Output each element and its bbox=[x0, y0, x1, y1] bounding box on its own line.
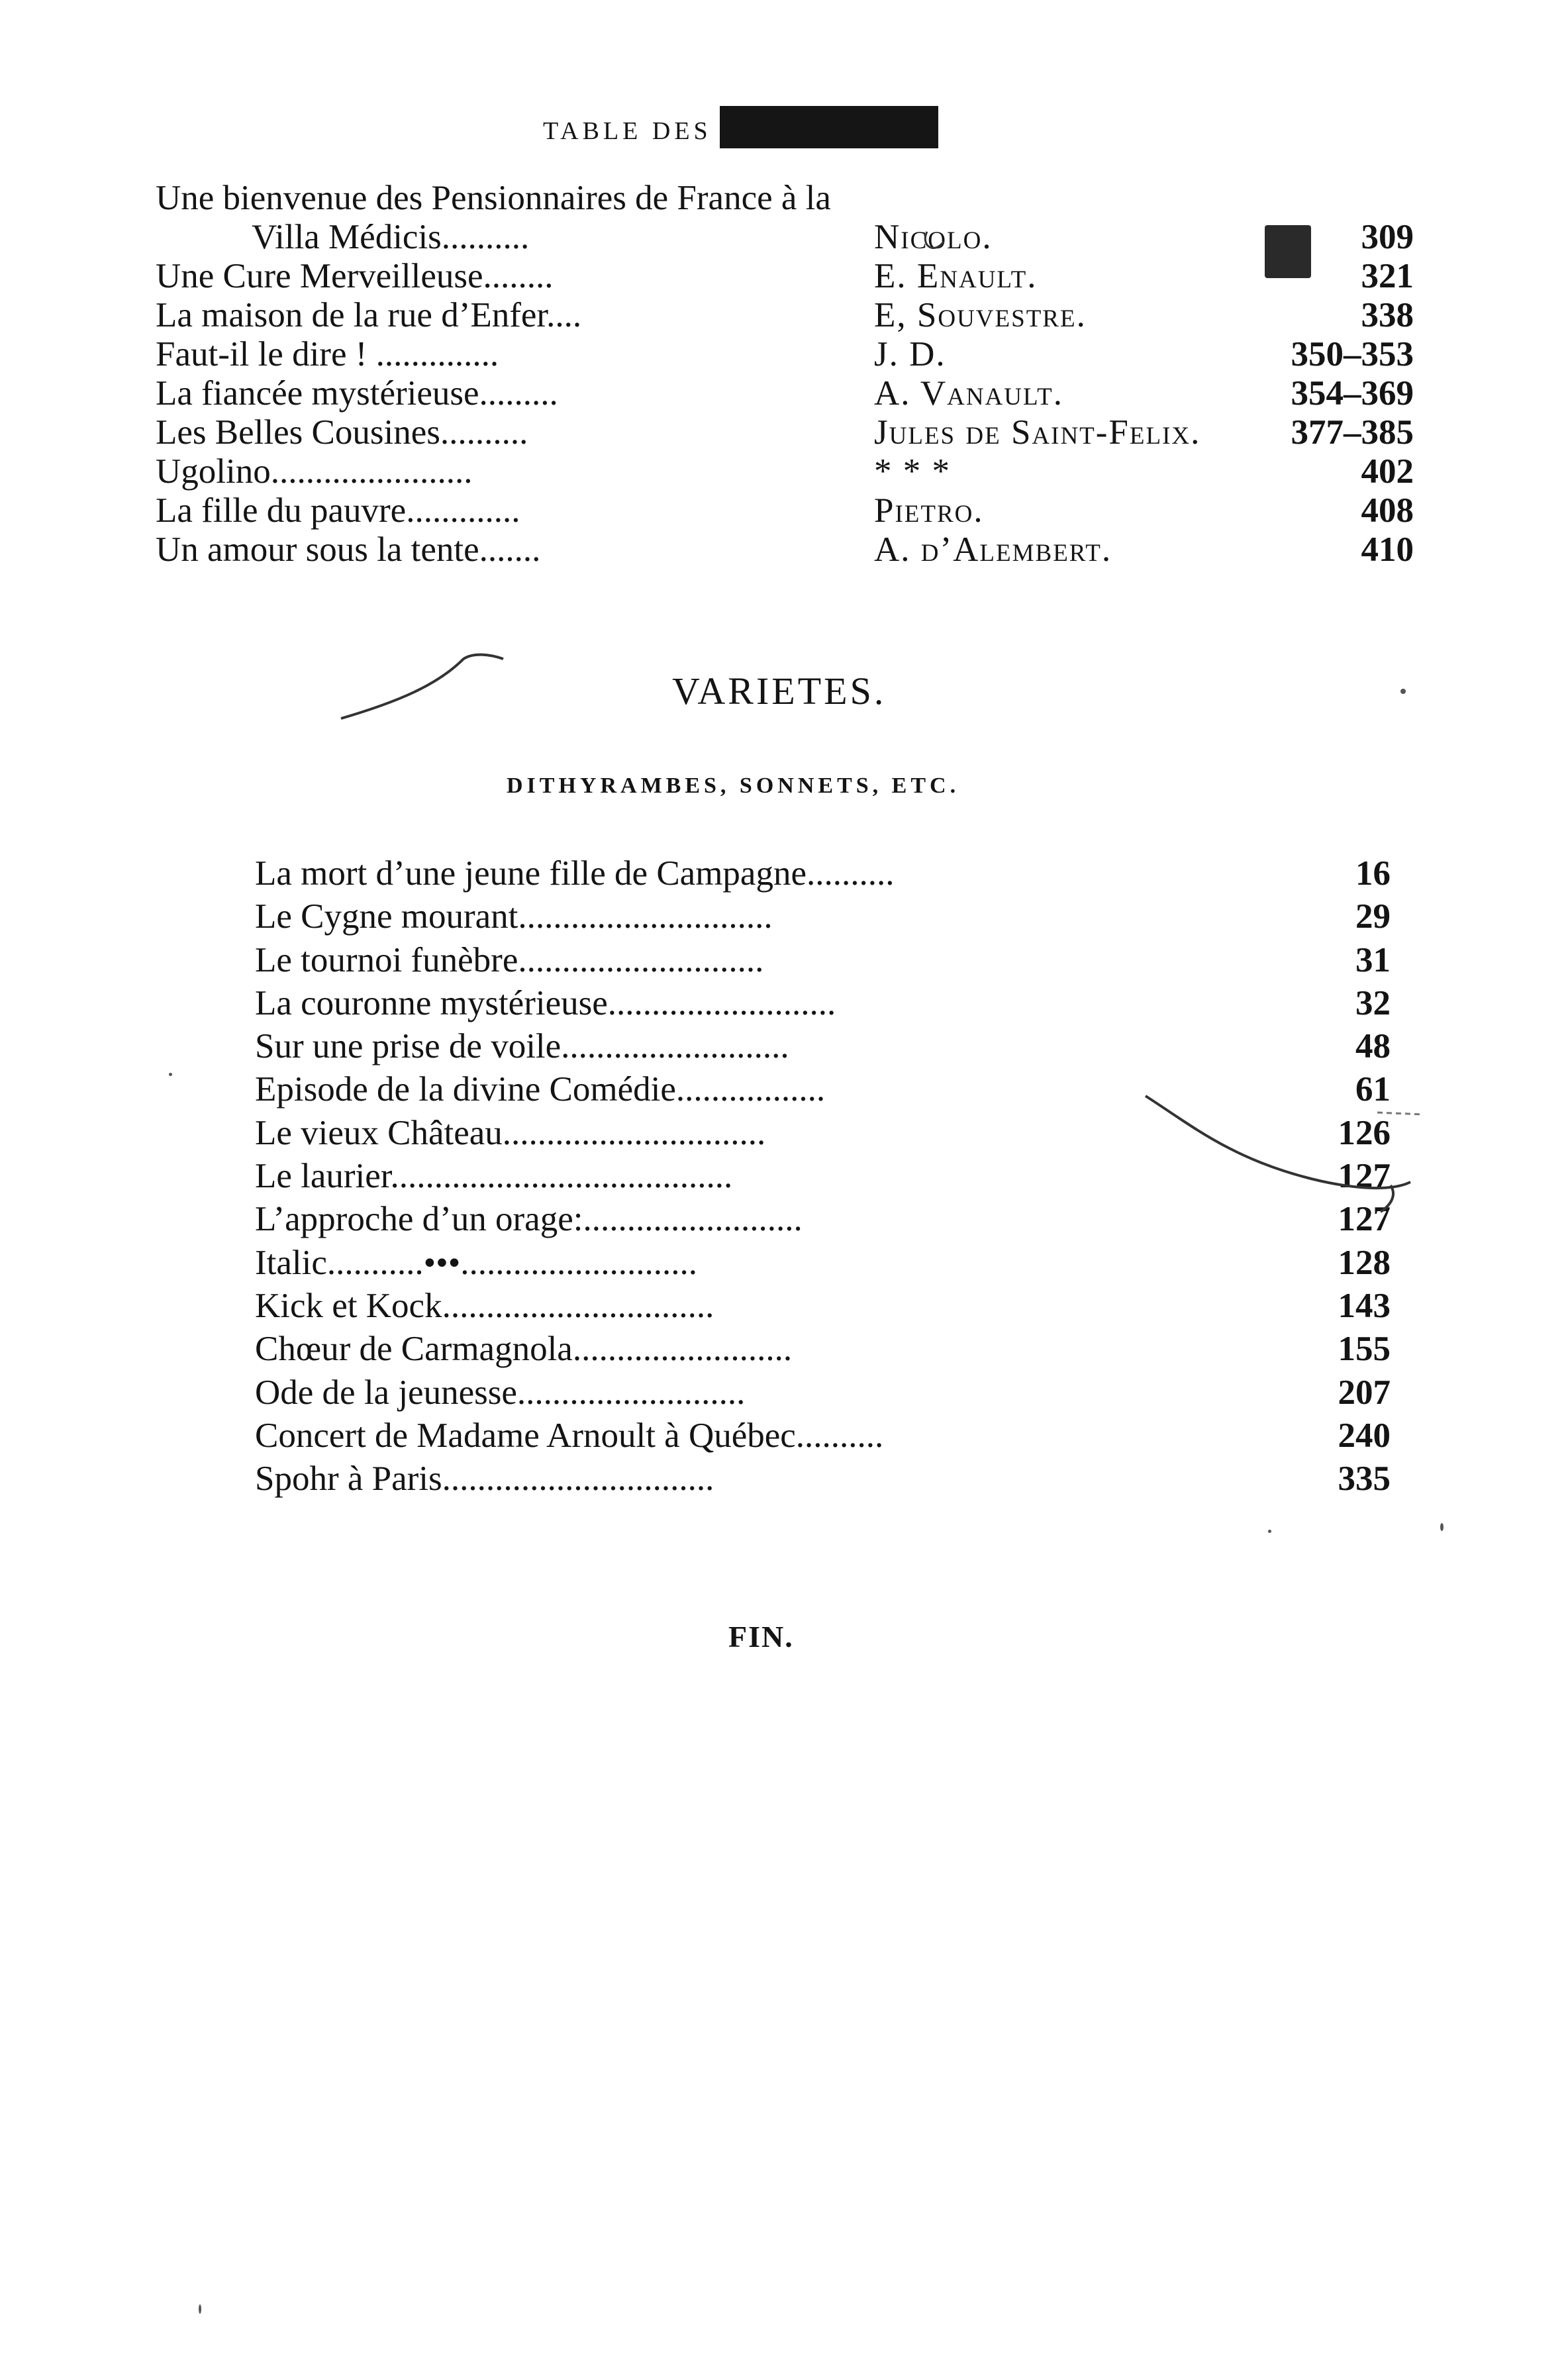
novel-entry bbox=[156, 374, 1414, 413]
entry-author: Jules de Saint-Felix. bbox=[874, 413, 1201, 452]
entry-page-number: 410 bbox=[1361, 530, 1414, 569]
entry-author: E, Souvestre. bbox=[874, 296, 1087, 334]
ink-speck bbox=[1440, 1523, 1444, 1531]
novel-entry bbox=[156, 335, 1414, 374]
variete-entry bbox=[255, 982, 1391, 1025]
entry-page-number: 126 bbox=[1338, 1113, 1391, 1152]
entry-title: Italic...........•••........................... bbox=[255, 1243, 698, 1282]
entry-page-number: 240 bbox=[1338, 1416, 1391, 1455]
entry-page-number: 127 bbox=[1338, 1157, 1391, 1196]
entry-page-number: 32 bbox=[1355, 983, 1391, 1022]
entry-title: Sur une prise de voile.......................... bbox=[255, 1027, 789, 1066]
entry-title: La couronne mystérieuse.......................... bbox=[255, 983, 836, 1022]
entry-title: Episode de la divine Comédie................. bbox=[255, 1070, 826, 1109]
entry-title: Faut-il le dire ! .............. bbox=[156, 335, 499, 373]
entry-title: Ode de la jeunesse.......................... bbox=[255, 1373, 746, 1412]
entry-page-number: 29 bbox=[1355, 897, 1391, 936]
pencil-stroke-varietes bbox=[341, 655, 503, 718]
entry-page-number: 338 bbox=[1361, 296, 1414, 334]
novel-entry bbox=[156, 257, 1414, 296]
entry-page-number: 408 bbox=[1361, 491, 1414, 530]
entry-page-number: 335 bbox=[1338, 1459, 1391, 1499]
entry-title: Concert de Madame Arnoult à Québec.......... bbox=[255, 1416, 884, 1455]
varietes-table-of-contents bbox=[255, 852, 1391, 1501]
entry-title: Chœur de Carmagnola......................... bbox=[255, 1330, 793, 1369]
variete-entry bbox=[255, 1371, 1391, 1414]
entry-page-number: 321 bbox=[1361, 257, 1414, 295]
novel-entry bbox=[156, 179, 1414, 218]
entry-page-number: 309 bbox=[1361, 218, 1414, 256]
entry-title: Les Belles Cousines.......... bbox=[156, 413, 528, 452]
entry-page-number: 155 bbox=[1338, 1330, 1391, 1369]
novel-entry bbox=[156, 413, 1414, 452]
entry-author: Nicolo. bbox=[874, 218, 993, 256]
entry-title: La fiancée mystérieuse......... bbox=[156, 374, 558, 413]
entry-title: Une Cure Merveilleuse........ bbox=[156, 257, 554, 295]
novel-entry bbox=[156, 530, 1414, 569]
entry-author: J. D. bbox=[874, 335, 946, 373]
novels-table-of-contents bbox=[156, 179, 1414, 569]
ink-speck bbox=[199, 2304, 201, 2314]
entry-title: Villa Médicis.......... bbox=[252, 218, 530, 256]
entry-title: Spohr à Paris............................... bbox=[255, 1459, 714, 1499]
entry-title: La fille du pauvre............. bbox=[156, 491, 520, 530]
entry-title: Une bienvenue des Pensionnaires de France à la bbox=[156, 179, 831, 217]
novel-entry bbox=[156, 491, 1414, 530]
section-subtitle: DITHYRAMBES, SONNETS, ETC. bbox=[507, 773, 960, 798]
entry-title: La mort d’une jeune fille de Campagne.......... bbox=[255, 854, 895, 893]
entry-title: Kick et Kock............................... bbox=[255, 1286, 714, 1325]
ink-speck bbox=[1400, 689, 1406, 694]
entry-page-number: 61 bbox=[1355, 1070, 1391, 1109]
variete-entry bbox=[255, 895, 1391, 938]
entry-page-number: 143 bbox=[1338, 1286, 1391, 1325]
entry-title: La maison de la rue d’Enfer.... bbox=[156, 296, 582, 334]
entry-author: A. Vanault. bbox=[874, 374, 1064, 413]
entry-page-number: 31 bbox=[1355, 940, 1391, 979]
entry-page-number: 128 bbox=[1338, 1243, 1391, 1282]
entry-page-number: 402 bbox=[1361, 452, 1414, 491]
variete-entry bbox=[255, 1068, 1391, 1111]
entry-page-number: 48 bbox=[1355, 1027, 1391, 1066]
entry-title: Le Cygne mourant............................. bbox=[255, 897, 773, 936]
entry-title: Le tournoi funèbre............................ bbox=[255, 940, 764, 979]
variete-entry bbox=[255, 1414, 1391, 1458]
variete-entry bbox=[255, 939, 1391, 982]
variete-entry bbox=[255, 1458, 1391, 1501]
entry-page-number: 127 bbox=[1338, 1200, 1391, 1239]
running-head bbox=[543, 106, 938, 148]
novel-entry bbox=[156, 296, 1414, 335]
running-head-text: TABLE DES bbox=[543, 117, 712, 145]
entry-page-number: 377–385 bbox=[1291, 413, 1414, 452]
entry-title: Un amour sous la tente....... bbox=[156, 530, 541, 569]
variete-entry bbox=[255, 1198, 1391, 1241]
entry-author: E. Enault. bbox=[874, 257, 1038, 295]
entry-page-number: 207 bbox=[1338, 1373, 1391, 1412]
entry-author: A. d’Alembert. bbox=[874, 530, 1112, 569]
ink-speck bbox=[1265, 225, 1311, 278]
variete-entry bbox=[255, 1328, 1391, 1371]
variete-entry bbox=[255, 1025, 1391, 1068]
entry-title: Le vieux Château.............................. bbox=[255, 1113, 766, 1152]
entry-author: Pietro. bbox=[874, 491, 984, 530]
entry-title: Ugolino....................... bbox=[156, 452, 473, 491]
ink-smudge bbox=[720, 106, 938, 148]
variete-entry bbox=[255, 1112, 1391, 1155]
entry-page-number: 16 bbox=[1355, 854, 1391, 893]
novel-entry bbox=[156, 218, 1414, 257]
entry-author: * * * bbox=[874, 452, 951, 491]
entry-page-number: 354–369 bbox=[1291, 374, 1414, 413]
variete-entry bbox=[255, 1242, 1391, 1285]
entry-page-number: 350–353 bbox=[1291, 335, 1414, 373]
entry-title: L’approche d’un orage:......................... bbox=[255, 1200, 803, 1239]
ink-speck bbox=[1268, 1530, 1271, 1533]
section-title: VARIETES. bbox=[672, 669, 887, 713]
novel-entry bbox=[156, 452, 1414, 491]
ink-speck bbox=[169, 1073, 172, 1076]
entry-title: Le laurier....................................... bbox=[255, 1157, 733, 1196]
variete-entry bbox=[255, 1155, 1391, 1198]
variete-entry bbox=[255, 852, 1391, 895]
variete-entry bbox=[255, 1285, 1391, 1328]
finis-mark: FIN. bbox=[728, 1620, 794, 1654]
